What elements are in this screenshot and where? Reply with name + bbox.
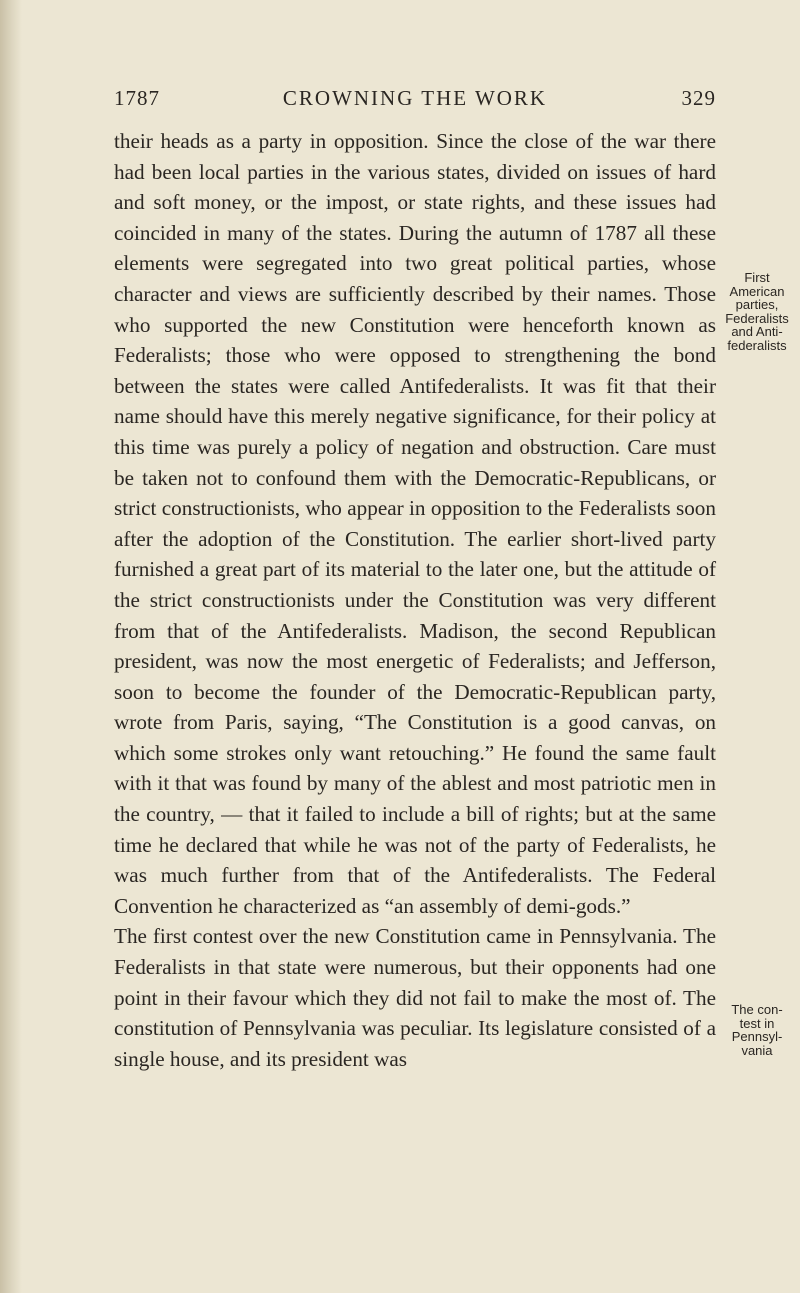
- margin-note-line: and Anti-: [731, 324, 783, 339]
- margin-note-first-american-parties: [719, 271, 795, 352]
- margin-note-contest-pennsylvania: [719, 1003, 795, 1057]
- running-head-year: 1787: [114, 86, 160, 110]
- margin-note-line: The con-: [731, 1002, 783, 1017]
- margin-note-line: First: [744, 270, 770, 285]
- margin-note-line: vania: [741, 1042, 773, 1058]
- margin-note-line: federalists: [727, 337, 787, 353]
- paragraph-2: The first contest over the new Constitution came in Pennsylvania. The Federalists in that state were numerous, but their opponents had one point in their favour which they did not fail to make the most of. The constitution of Pennsylvania was peculiar. Its legislature consisted of a single house, and its president was: [114, 924, 716, 1071]
- margin-note-line: Pennsyl-: [731, 1029, 783, 1044]
- margin-note-line: American: [729, 283, 785, 299]
- paragraph-1: their heads as a party in opposition. Since the close of the war there had been local parties in the various states, divided on issues of hard and soft money, or the impost, or state rights, and these issues had coincided in many of the states. During the autumn of 1787 all these elements were segregated into two great political parties, whose character and views are sufficiently described by their names. Those who supported the new Constitution were henceforth known as Federalists; those who were opposed to strengthening the bond between the states were called Antifederalists. It was fit that their name should have this merely negative significance, for their policy at this time was purely a policy of negation and obstruction. Care must be taken not to confound them with the Democratic-Republicans, or strict constructionists, who appear in opposition to the Federalists soon after the adoption of the Constitution. The earlier short-lived party furnished a great part of its material to the later one, but the attitude of the strict constructionists under the Constitution was very different from that of the Antifederalists. Madison, the second Republican president, was now the most energetic of Federalists; and Jefferson, soon to become the founder of the Democratic-Republican party, wrote from Paris, saying, “The Constitution is a good canvas, on which some strokes only want retouching.” He found the same fault with it that was found by many of the ablest and most patriotic men in the country, — that it failed to include a bill of rights; but at the same time he declared that while he was not of the party of Federalists, he was much further from that of the Antifederalists. The Federal Convention he characterized as “an assembly of demi-gods.”: [114, 129, 716, 918]
- margin-note-line: parties,: [735, 297, 779, 312]
- running-head-title: CROWNING THE WORK: [282, 86, 548, 110]
- margin-note-line: Federalists: [725, 310, 789, 326]
- body-text: [114, 126, 716, 1074]
- page-number: 329: [681, 86, 716, 110]
- running-head: [114, 86, 716, 116]
- margin-note-line: test in: [739, 1015, 775, 1031]
